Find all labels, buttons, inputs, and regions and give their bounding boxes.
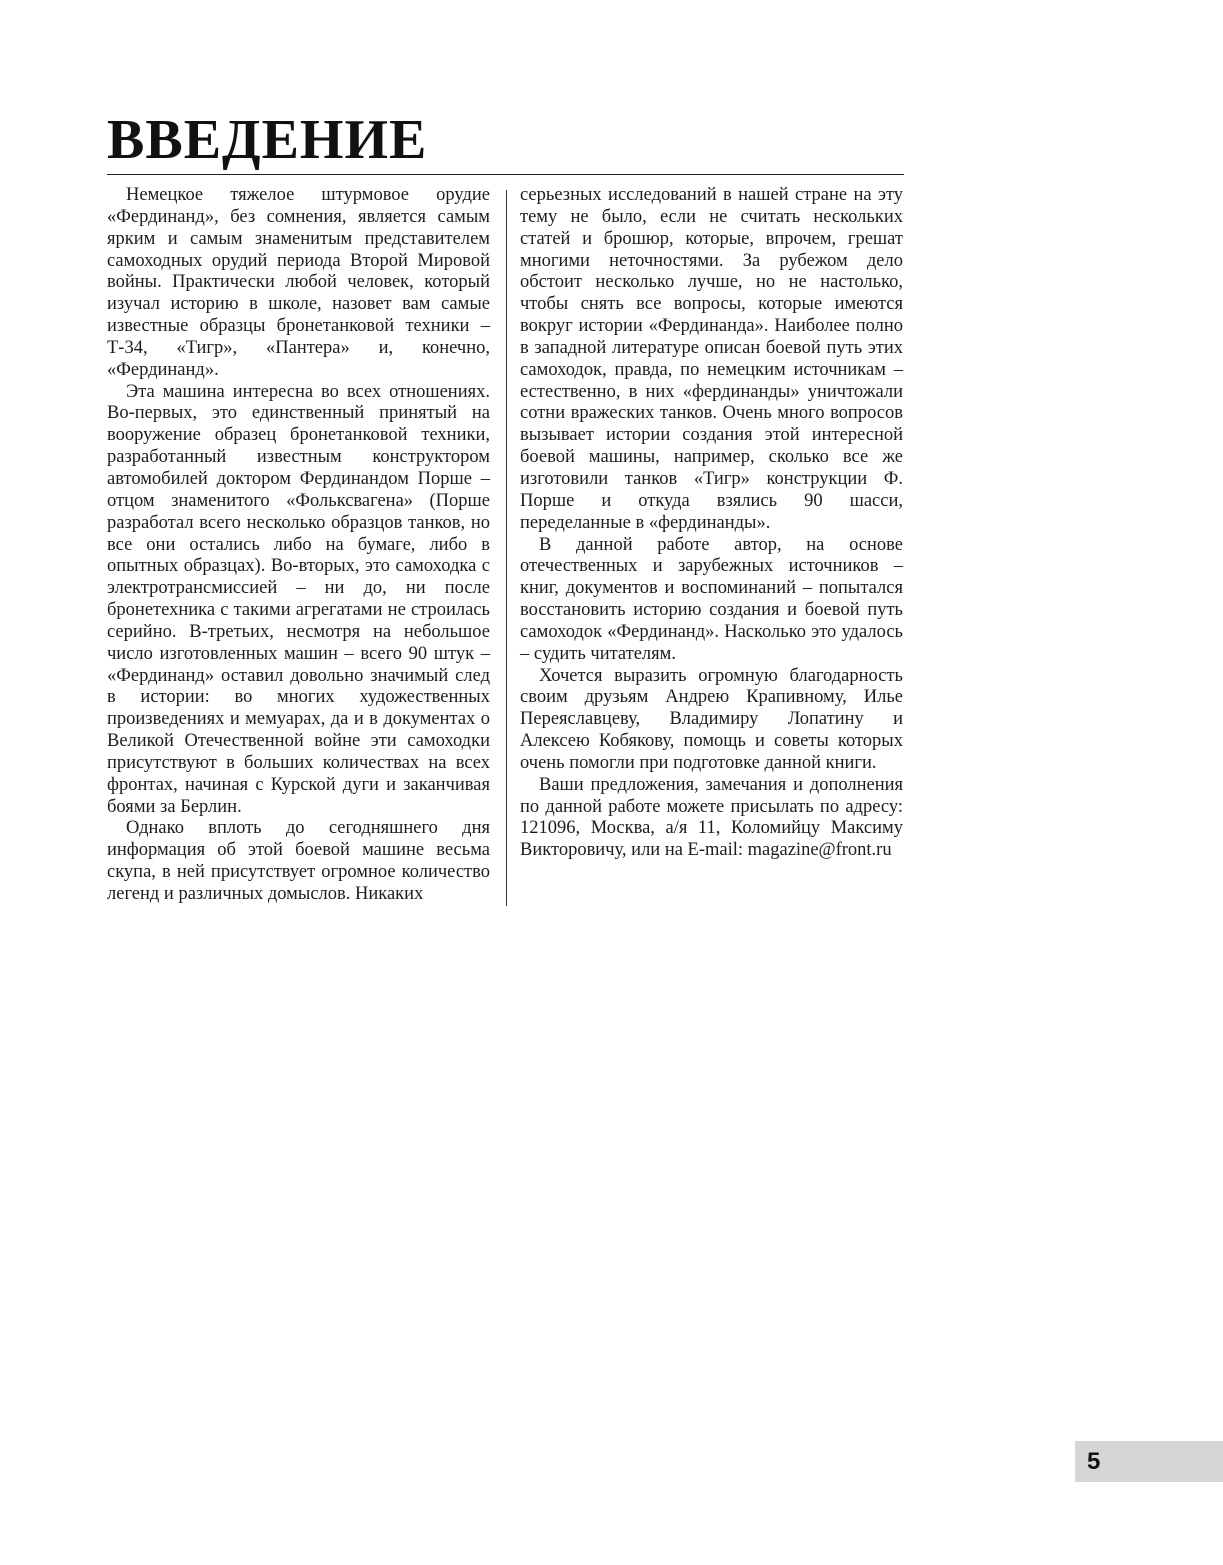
paragraph: Эта машина интересна во всех отношениях. Во-первых, это единственный принятый на вооружение образец бронетанковой техники, разработанный известным конструктором автомобилей доктором Фердинандом Порше – отцом знаменитого «Фольксвагена» (Порше разработал всего несколько образцов танков, но все они остались либо на бумаге, либо в опытных образцах). Во-вторых, это самоходка с электротрансмиссией – ни до, ни после бронетехника с такими агрегатами не строилась серийно. В-третьих, несмотря на небольшое число изготовленных машин – всего 90 штук – «Фердинанд» оставил довольно значимый след в истории: во многих художественных произведениях и мемуарах, да и в документах о Великой Отечественной войне эти самоходки присутствуют в больших количествах на всех фронтах, начиная с Курской дуги и заканчивая боями за Берлин. xyxy=(107,381,490,817)
left-column xyxy=(107,185,490,906)
page-title: ВВЕДЕНИЕ xyxy=(107,109,428,171)
right-column xyxy=(520,185,903,862)
column-divider xyxy=(506,190,507,906)
title-underline xyxy=(107,174,904,175)
paragraph-continuation: серьезных исследований в нашей стране на эту тему не было, если не считать нескольких статей и брошюр, которые, впрочем, грешат многими неточностями. За рубежом дело обстоит несколько лучше, но не настолько, чтобы снять все вопросы, которые имеются вокруг истории «Фердинанда». Наиболее полно в западной литературе описан боевой путь этих самоходок, правда, по немецким источникам – естественно, в них «фердинанды» уничтожали сотни вражеских танков. Очень много вопросов вызывает истории создания этой интересной боевой машины, например, сколько все же изготовили танков «Тигр» конструкции Ф. Порше и откуда взялись 90 шасси, переделанные в «фердинанды». xyxy=(520,185,903,533)
page-number: 5 xyxy=(1087,1448,1101,1475)
paragraph: В данной работе автор, на основе отечественных и зарубежных источников – книг, документов и воспоминаний – попытался восстановить историю создания и боевой путь самоходок «Фердинанд». Насколько это удалось – судить читателям. xyxy=(520,534,903,664)
paragraph: Ваши предложения, замечания и дополнения по данной работе можете присылать по адресу: 121096, Москва, а/я 11, Коломийцу Максиму Викторовичу, или на E-mail: magazine@front.ru xyxy=(520,774,903,861)
paragraph: Хочется выразить огромную благодарность своим друзьям Андрею Крапивному, Илье Переяславцеву, Владимиру Лопатину и Алексею Кобякову, помощь и советы которых очень помогли при подготовке данной книги. xyxy=(520,665,903,773)
paragraph: Однако вплоть до сегодняшнего дня информация об этой боевой машине весьма скупа, в ней присутствует огромное количество легенд и различных домыслов. Никаких xyxy=(107,818,490,904)
paragraph: Немецкое тяжелое штурмовое орудие «Фердинанд», без сомнения, является самым ярким и самым знаменитым представителем самоходных орудий периода Второй Мировой войны. Практически любой человек, который изучал историю в школе, назовет вам самые известные образцы бронетанковой техники – Т-34, «Тигр», «Пантера» и, конечно, «Фердинанд». xyxy=(107,185,490,380)
page-number-tab xyxy=(1075,1441,1223,1482)
